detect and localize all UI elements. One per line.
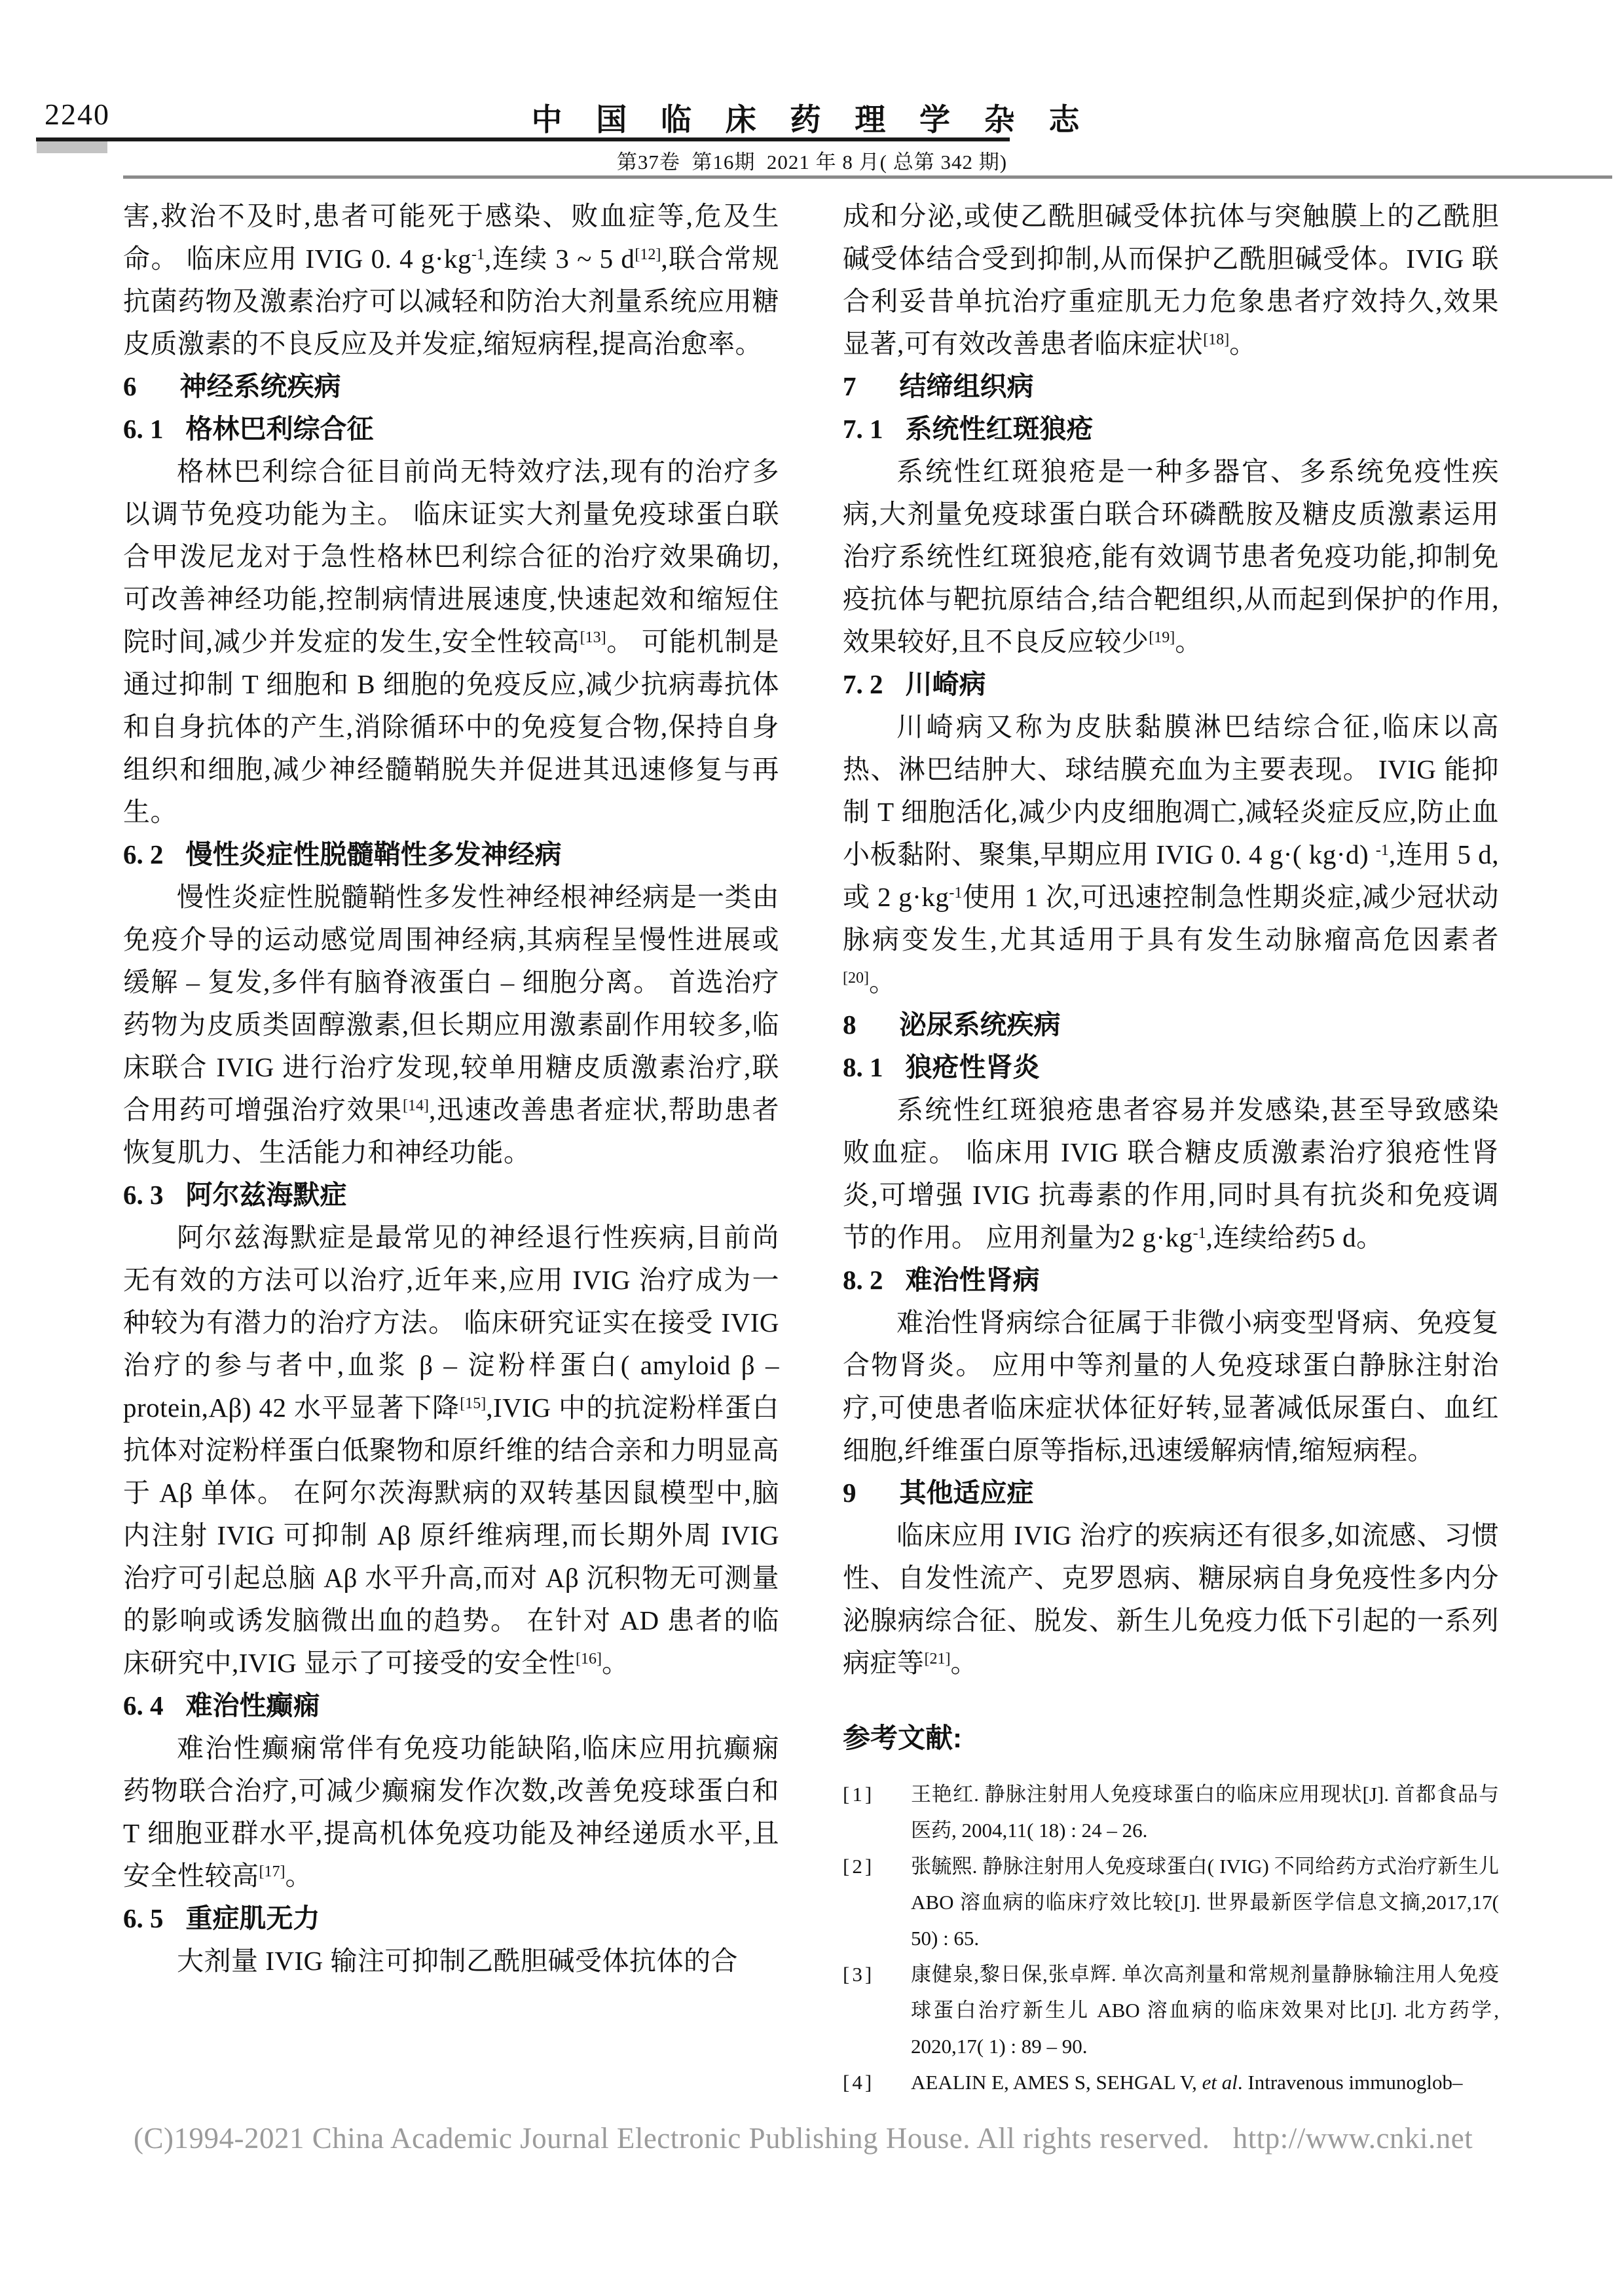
subsection-heading	[123, 833, 779, 876]
reference-label: [4]	[843, 2071, 875, 2094]
heading-title: 狼疮性肾炎	[905, 1052, 1040, 1082]
citation-superscript: -1	[1375, 841, 1389, 859]
italic-text: et al	[1202, 2071, 1238, 2094]
heading-number: 9	[843, 1478, 857, 1508]
heading-title: 其他适应症	[899, 1478, 1034, 1508]
left-column-content	[123, 195, 779, 1982]
references-heading: 参考文献:	[843, 1722, 962, 1753]
paragraph: 格林巴利综合征目前尚无特效疗法,现有的治疗多以调节免疫功能为主。 临床证实大剂量免疫球蛋白联合甲泼尼龙对于急性格林巴利综合征的治疗效果确切,可改善神经功能,控制病情进展速度,快速起效和缩短住院时间,减少并发症的发生,安全性较高[13]。 可能机制是通过抑制 T 细胞和 B 细胞的免疫反应,减少抗病毒抗体和自身抗体的产生,消除循环中的免疫复合物,保持自身组织和细胞,减少神经髓鞘脱失并促进其迅速修复与再生。	[123, 456, 780, 827]
right-column	[843, 195, 1499, 2100]
subsection-heading	[843, 408, 1499, 450]
heading-title: 川崎病	[905, 669, 986, 699]
citation-superscript: -1	[1192, 1224, 1206, 1242]
left-column	[123, 195, 779, 1982]
header-rule-primary	[36, 137, 1010, 141]
reference-text: AEALIN E, AMES S, SEHGAL V, et al. Intravenous immunoglob–	[911, 2071, 1463, 2094]
section-heading	[843, 1004, 1499, 1046]
section-heading	[123, 365, 779, 408]
heading-number: 7	[843, 371, 857, 401]
heading-number: 6. 3	[123, 1180, 164, 1210]
heading-number: 8	[843, 1010, 857, 1040]
right-column-content	[843, 195, 1499, 1685]
reference-text: 康健泉,黎日保,张卓辉. 单次高剂量和常规剂量静脉输注用人免疫球蛋白治疗新生儿 ABO 溶血病的临床效果对比[J]. 北方药学, 2020,17( 1) : 89 – 90.	[911, 1963, 1499, 2058]
heading-number: 6. 2	[123, 839, 164, 869]
heading-title: 难治性肾病	[905, 1265, 1040, 1295]
reference-label: [1]	[843, 1783, 875, 1806]
citation-superscript: [15]	[460, 1394, 487, 1412]
heading-title: 格林巴利综合征	[185, 414, 374, 444]
paragraph: 慢性炎症性脱髓鞘性多发性神经根神经病是一类由免疫介导的运动感觉周围神经病,其病程呈慢性进展或缓解 – 复发,多伴有脑脊液蛋白 – 细胞分离。 首选治疗药物为皮质类固醇激素,但长期应用激素副作用较多,临床联合 IVIG 进行治疗发现,较单用糖皮质激素治疗,联合用药可增强治疗效果[14],迅速改善患者症状,帮助患者恢复肌力、生活能力和神经功能。	[123, 882, 780, 1167]
citation-superscript: [18]	[1203, 331, 1230, 348]
paragraph: 川崎病又称为皮肤黏膜淋巴结综合征,临床以高热、淋巴结肿大、球结膜充血为主要表现。 IVIG 能抑制 T 细胞活化,减少内皮细胞凋亡,减轻炎症反应,防止血小板黏附、聚集,早期应用 IVIG 0. 4 g·( kg·d) $^{-1}$,连用 5 d,或 2 $g\cdot kg^{-1}$使用 1 次,可迅速控制急性期炎症,减少冠状动脉病变发生,尤其适用于具有发生动脉瘤高危因素者[20]。	[843, 712, 1500, 997]
citation-superscript: [20]	[843, 969, 869, 987]
subsection-heading	[843, 663, 1499, 706]
heading-title: 结缔组织病	[899, 371, 1034, 401]
heading-title: 难治性癫痫	[185, 1690, 320, 1721]
header-rule-secondary	[123, 175, 1612, 179]
heading-number: 7. 2	[843, 669, 883, 699]
heading-number: 7. 1	[843, 414, 883, 444]
citation-superscript: -1	[949, 884, 963, 902]
heading-title: 系统性红斑狼疮	[905, 414, 1094, 444]
paragraph: 大剂量 IVIG 输注可抑制乙酰胆碱受体抗体的合	[177, 1946, 739, 1976]
reference-label: [2]	[843, 1855, 875, 1878]
subsection-heading	[843, 1259, 1499, 1302]
heading-number: 6	[123, 371, 137, 401]
citation-superscript: [13]	[580, 629, 606, 646]
paragraph: 害,救治不及时,患者可能死于感染、败血症等,危及生命。 临床应用 IVIG 0. 4 $g\cdot kg^{-1}$,连续 3 ~ 5 d[12],联合常规抗菌药物及激素治疗可以减轻和防治大剂量系统应用糖皮质激素的不良反应及并发症,缩短病程,提高治愈率。	[123, 201, 779, 359]
heading-number: 6. 4	[123, 1690, 164, 1721]
reference-item	[843, 1776, 1499, 1848]
subsection-heading	[843, 1046, 1499, 1089]
section-heading	[843, 1472, 1499, 1514]
heading-number: 8. 2	[843, 1265, 883, 1295]
paragraph: 成和分泌,或使乙酰胆碱受体抗体与突触膜上的乙酰胆碱受体结合受到抑制,从而保护乙酰胆碱受体。IVIG 联合利妥昔单抗治疗重症肌无力危象患者疗效持久,效果显著,可有效改善患者临床症状[18]。	[843, 201, 1499, 359]
references-list	[843, 1776, 1499, 2100]
paragraph: 临床应用 IVIG 治疗的疾病还有很多,如流感、习惯性、自发性流产、克罗恩病、糖尿病自身免疫性多内分泌腺病综合征、脱发、新生儿免疫力低下引起的一系列病症等[21]。	[843, 1520, 1499, 1678]
citation-superscript: [19]	[1149, 629, 1175, 646]
heading-title: 阿尔兹海默症	[185, 1180, 347, 1210]
paragraph: 阿尔兹海默症是最常见的神经退行性疾病,目前尚无有效的方法可以治疗,近年来,应用 IVIG 治疗成为一种较为有潜力的治疗方法。 临床研究证实在接受 IVIG 治疗的参与者中,血浆 β – 淀粉样蛋白( amyloid β – protein,Aβ) 42 水平显著下降[15],IVIG 中的抗淀粉样蛋白抗体对淀粉样蛋白低聚物和原纤维的结合亲和力明显高于 Aβ 单体。 在阿尔茨海默病的双转基因鼠模型中,脑内注射 IVIG 可抑制 Aβ 原纤维病理,而长期外周 IVIG 治疗可引起总脑 Aβ 水平升高,而对 Aβ 沉积物无可测量的影响或诱发脑微出血的趋势。 在针对 AD 患者的临床研究中,IVIG 显示了可接受的安全性[16]。	[123, 1222, 779, 1678]
subsection-heading	[123, 1897, 779, 1940]
paragraph: 系统性红斑狼疮患者容易并发感染,甚至导致感染败血症。 临床用 IVIG 联合糖皮质激素治疗狼疮性肾炎,可增强 IVIG 抗毒素的作用,同时具有抗炎和免疫调节的作用。 应用剂量为2 $g\cdot kg^{-1}$,连续给药5 d。	[843, 1095, 1499, 1252]
heading-title: 泌尿系统疾病	[899, 1010, 1061, 1040]
reference-text: 王艳红. 静脉注射用人免疫球蛋白的临床应用现状[J]. 首都食品与医药, 2004,11( 18) : 24 – 26.	[911, 1783, 1499, 1842]
paragraph: 难治性肾病综合征属于非微小病变型肾病、免疫复合物肾炎。 应用中等剂量的人免疫球蛋白静脉注射治疗,可使患者临床症状体征好转,显著减低尿蛋白、血红细胞,纤维蛋白原等指标,迅速缓解病情,缩短病程。	[843, 1307, 1499, 1465]
citation-superscript: [16]	[576, 1650, 602, 1667]
heading-number: 6. 1	[123, 414, 164, 444]
paragraph: 系统性红斑狼疮是一种多器官、多系统免疫性疾病,大剂量免疫球蛋白联合环磷酰胺及糖皮质激素运用治疗系统性红斑狼疮,能有效调节患者免疫功能,抑制免疫抗体与靶抗原结合,结合靶组织,从而起到保护的作用,效果较好,且不良反应较少[19]。	[843, 456, 1499, 657]
heading-number: 8. 1	[843, 1052, 883, 1082]
heading-title: 慢性炎症性脱髓鞘性多发神经病	[185, 839, 562, 869]
issue-info: 第37卷 第16期 2021 年 8 月( 总第 342 期)	[616, 151, 1008, 173]
reference-text: 张毓熙. 静脉注射用人免疫球蛋白( IVIG) 不同给药方式治疗新生儿 ABO 溶血病的临床疗效比较[J]. 世界最新医学信息文摘,2017,17( 50) : 65.	[911, 1855, 1499, 1950]
reference-item	[843, 1848, 1499, 1956]
reference-item	[843, 1956, 1499, 2064]
citation-superscript: [17]	[259, 1863, 286, 1880]
heading-title: 神经系统疾病	[179, 371, 341, 401]
citation-superscript: [14]	[402, 1097, 429, 1114]
subsection-heading	[123, 1685, 779, 1727]
heading-number: 6. 5	[123, 1903, 164, 1933]
page-number: 2240	[45, 98, 110, 131]
reference-label: [3]	[843, 1963, 875, 1986]
citation-superscript: -1	[471, 246, 485, 263]
subsection-heading	[123, 408, 779, 450]
copyright-footer: (C)1994-2021 China Academic Journal Electronic Publishing House. All rights reserved. http://www.cnki.net	[134, 2122, 1473, 2155]
citation-superscript: [21]	[924, 1650, 951, 1667]
citation-superscript: [12]	[635, 246, 661, 263]
heading-title: 重症肌无力	[185, 1903, 320, 1933]
reference-item	[843, 2064, 1499, 2100]
section-heading	[843, 365, 1499, 408]
subsection-heading	[123, 1174, 779, 1216]
paragraph: 难治性癫痫常伴有免疫功能缺陷,临床应用抗癫痫药物联合治疗,可减少癫痫发作次数,改善免疫球蛋白和 T 细胞亚群水平,提高机体免疫功能及神经递质水平,且安全性较高[17]。	[123, 1733, 779, 1891]
journal-title: 中 国 临 床 药 理 学 杂 志	[531, 103, 1093, 137]
